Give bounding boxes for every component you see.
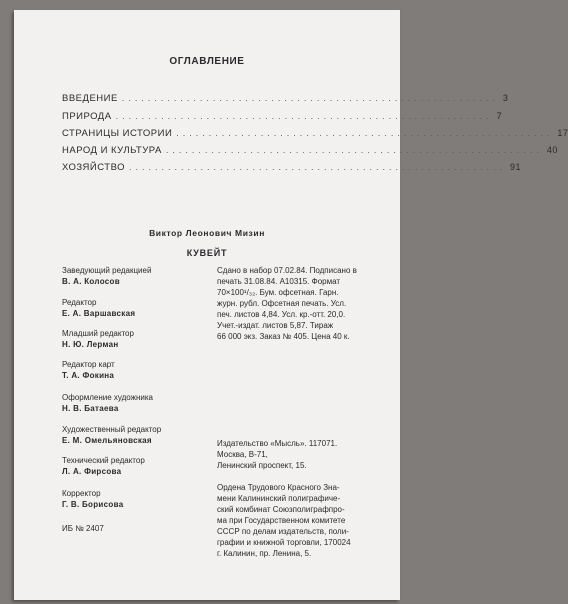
toc-item xyxy=(62,145,558,156)
staff-role: Заведующий редакцией xyxy=(62,266,152,275)
toc-item-label: ВВЕДЕНИЕ xyxy=(62,93,118,104)
staff-credit xyxy=(62,488,212,510)
toc-item xyxy=(62,162,522,173)
printer-line: графии и книжной торговли, 170024 xyxy=(217,538,351,547)
staff-credit xyxy=(62,359,212,381)
ib-number: ИБ № 2407 xyxy=(62,524,104,533)
staff-name: Г. В. Борисова xyxy=(62,500,124,509)
staff-role: Оформление художника xyxy=(62,393,154,402)
print-info-line: печать 31.08.84. А10315. Формат xyxy=(217,277,341,286)
toc-item-page: 40 xyxy=(546,145,558,155)
staff-credit xyxy=(62,265,212,287)
author-name: Виктор Леонович Мизин xyxy=(149,228,265,238)
publisher-address xyxy=(217,438,397,471)
toc-item-label: ПРИРОДА xyxy=(62,111,112,122)
printer-line: СССР по делам издательств, поли- xyxy=(217,527,349,536)
print-info-line: Сдано в набор 07.02.84. Подписано в xyxy=(217,266,357,275)
staff-name: Л. А. Фирсова xyxy=(62,467,122,476)
book-page xyxy=(14,10,568,600)
printer-line: г. Калинин, пр. Ленина, 5. xyxy=(217,549,312,558)
staff-name: Н. Ю. Лерман xyxy=(62,340,119,349)
toc-leader-dots: .......................................................... xyxy=(115,111,493,121)
staff-role: Технический редактор xyxy=(62,456,145,465)
toc-item xyxy=(62,93,509,104)
staff-name: Е. А. Варшавская xyxy=(62,309,136,318)
toc-item-page: 3 xyxy=(502,93,509,103)
staff-credit xyxy=(62,455,212,477)
toc-title: ОГЛАВЛЕНИЕ xyxy=(169,56,245,67)
publisher-line: Москва, В-71, xyxy=(217,450,268,459)
toc-item xyxy=(62,128,568,139)
publisher-line: Издательство «Мысль». 117071. xyxy=(217,439,338,448)
toc-item-label: НАРОД И КУЛЬТУРА xyxy=(62,145,162,156)
print-info-line: 70×100¹/₃₂. Бум. офсетная. Гарн. xyxy=(217,288,339,297)
staff-credit xyxy=(62,297,212,319)
print-info xyxy=(217,265,397,342)
staff-name: Т. А. Фокина xyxy=(62,371,115,380)
staff-role: Редактор xyxy=(62,298,97,307)
print-info-line: печ. листов 4,84. Усл. кр.-отт. 20,0. xyxy=(217,310,346,319)
publisher-line: Ленинский проспект, 15. xyxy=(217,461,307,470)
staff-credit xyxy=(62,424,212,446)
staff-role: Редактор карт xyxy=(62,360,115,369)
toc-item-label: СТРАНИЦЫ ИСТОРИИ xyxy=(62,128,173,139)
staff-name: В. А. Колосов xyxy=(62,277,120,286)
staff-name: Е. М. Омельяновская xyxy=(62,436,152,445)
toc-item-label: ХОЗЯЙСТВО xyxy=(62,162,125,173)
printer-line: ский комбинат Союзполиграфпро- xyxy=(217,505,345,514)
toc-item-page: 7 xyxy=(496,111,503,121)
book-title: КУВЕЙТ xyxy=(186,248,228,258)
printer-info xyxy=(217,482,397,559)
toc-item-page: 17 xyxy=(557,128,568,138)
print-info-line: Учет.-издат. листов 5,87. Тираж xyxy=(217,321,334,330)
toc-item-page: 91 xyxy=(510,162,522,172)
printer-line: мени Калининский полиграфиче- xyxy=(217,494,341,503)
print-info-line: 66 000 экз. Заказ № 405. Цена 40 к. xyxy=(217,332,350,341)
toc-leader-dots: .......................................................... xyxy=(176,128,554,138)
printer-line: ма при Государственном комитете xyxy=(217,516,346,525)
toc-leader-dots: .......................................................... xyxy=(129,162,507,172)
printer-line: Ордена Трудового Красного Зна- xyxy=(217,483,340,492)
toc-item xyxy=(62,111,503,122)
staff-name: Н. В. Батаева xyxy=(62,404,119,413)
staff-role: Младший редактор xyxy=(62,329,134,338)
print-info-line: журн. рубл. Офсетная печать. Усл. xyxy=(217,299,347,308)
staff-credit xyxy=(62,328,212,350)
toc-leader-dots: .......................................................... xyxy=(121,93,499,103)
staff-role: Корректор xyxy=(62,489,101,498)
toc-leader-dots: .......................................................... xyxy=(165,145,543,155)
staff-credit xyxy=(62,392,212,414)
staff-role: Художественный редактор xyxy=(62,425,162,434)
